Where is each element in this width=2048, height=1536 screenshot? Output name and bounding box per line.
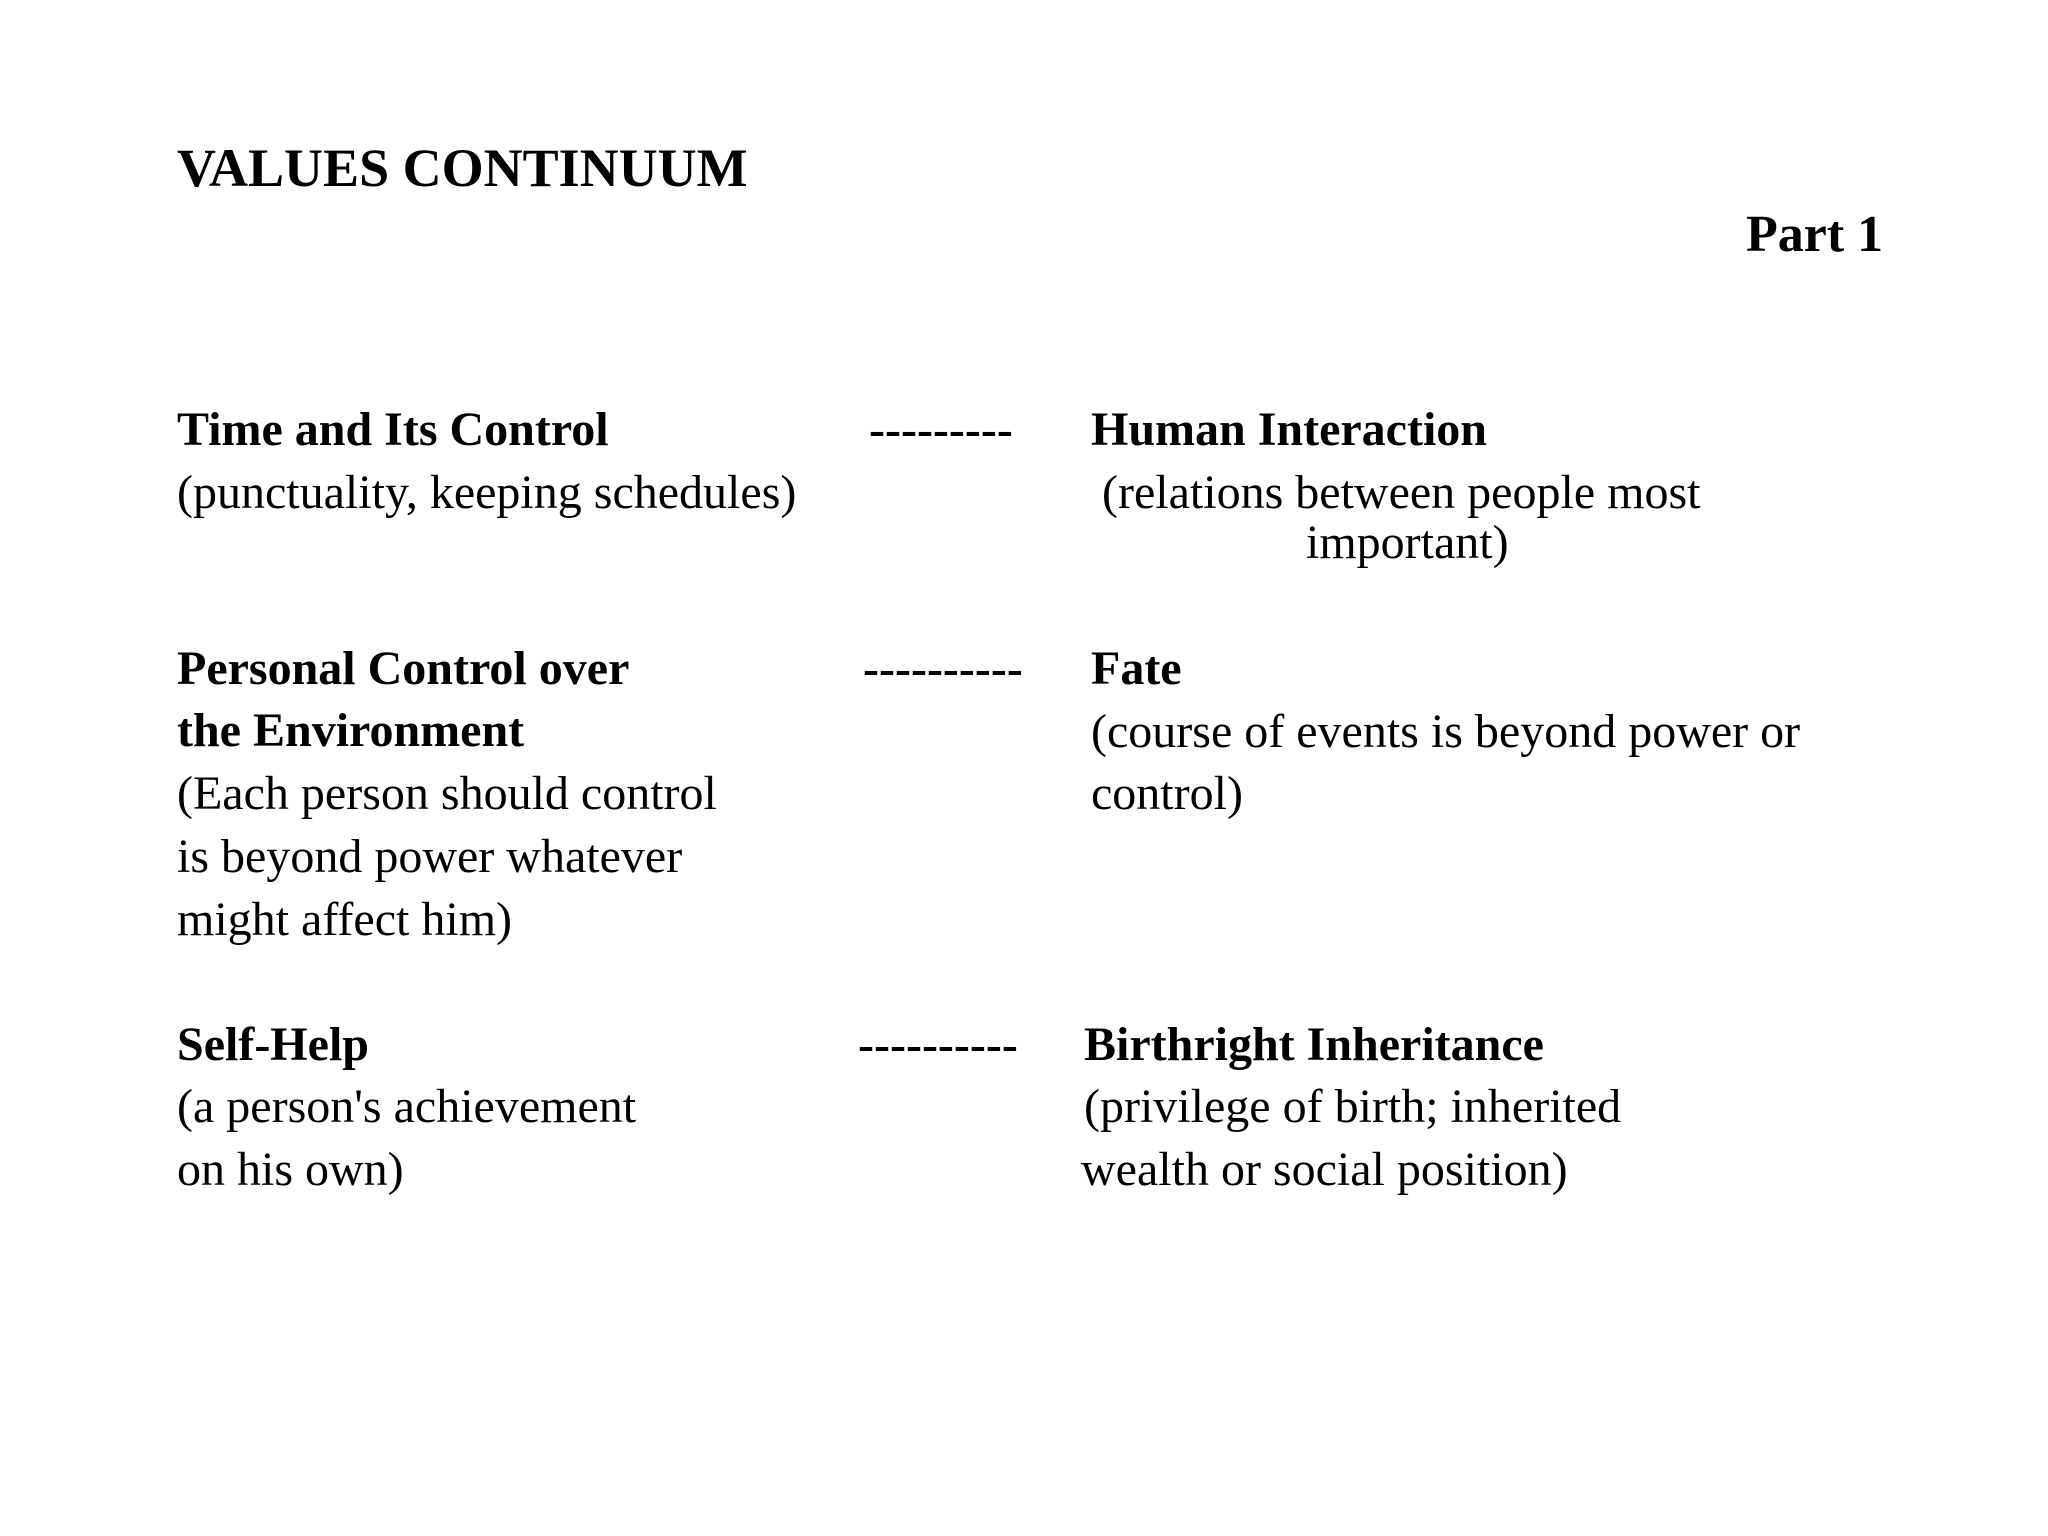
left-description: on his own) [177,1143,404,1196]
left-description: (a person's achievement [177,1080,637,1133]
right-description: (relations between people most [1102,466,1701,519]
left-heading: Self-Help [177,1018,369,1071]
left-heading: Time and Its Control [177,403,609,456]
right-heading: Fate [1091,642,1182,695]
right-heading: Birthright Inheritance [1084,1018,1544,1071]
left-description: is beyond power whatever [177,830,683,883]
left-description: might affect him) [177,893,513,946]
right-description: (course of events is beyond power or [1091,705,1801,758]
left-heading: Personal Control over [177,642,630,695]
left-description: (Each person should control [177,767,717,820]
continuum-dashes: ---------- [858,1018,1018,1071]
continuum-dashes: --------- [869,403,1013,456]
left-heading: the Environment [177,704,525,757]
right-description: wealth or social position) [1081,1143,1568,1196]
part-label: Part 1 [1746,206,1884,263]
right-description: important) [1306,516,1509,569]
right-description: control) [1091,767,1243,820]
left-description: (punctuality, keeping schedules) [177,466,797,519]
continuum-dashes: ---------- [863,642,1023,695]
page-title: VALUES CONTINUUM [177,138,748,198]
right-heading: Human Interaction [1091,403,1487,456]
right-description: (privilege of birth; inherited [1084,1080,1622,1133]
